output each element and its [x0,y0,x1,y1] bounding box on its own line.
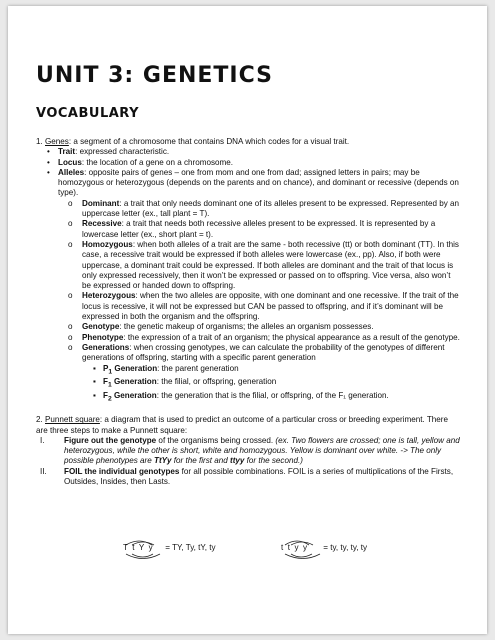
sub-generations [82,343,460,405]
punnett-steps [36,436,460,487]
sub-heterozygous [82,291,460,322]
definition-locus: : the location of a gene on a chromosome. [81,157,234,167]
foil-diagram [123,539,443,565]
term-homozygous: Homozygous [82,239,133,249]
definition-alleles: : opposite pairs of genes – one from mom and one from dad; assigned letters in pairs; may be homozygous or heterozygous (depends on the parents and on chance), and dominant or recessive (depends on type). [58,167,459,198]
page-title: UNIT 3: GENETICS [36,63,274,88]
step-2-title: FOIL the individual genotypes [64,466,180,476]
step-numeral: I. [40,435,45,445]
definition-genes: : a segment of a chromosome that contains DNA which codes for a visual trait. [68,137,350,146]
sub-phenotype [82,333,460,343]
definition-punnett-square: : a diagram that is used to predict an outcome of a particular cross or breeding experiment. There are three steps to make a Punnett square: [36,415,448,435]
term-phenotype: Phenotype [82,332,124,342]
step-1-text: of the organisms being crossed. [156,435,276,445]
term-generations: Generations [82,342,130,352]
definition-trait: : expressed characteristic. [75,147,170,157]
generations-list [82,364,460,406]
genes-bullets [36,147,460,405]
definition-heterozygous: : when the two alleles are opposite, with one dominant and one recessive. If the trait of the locus is recessive, it will not be expressed but CAN be passed to offspring, and if it’s dominant will be expressed in both the organism and the offspring. [82,291,459,322]
sub-genotype [82,322,460,332]
gen-f2 [103,391,460,405]
term-dominant: Dominant [82,198,120,208]
gen-f1 [103,377,460,391]
bullet-locus [58,158,460,168]
term-heterozygous: Heterozygous [82,291,136,301]
step-1 [40,435,460,467]
sub-dominant [82,199,460,220]
item-genes [36,137,460,147]
alleles-subitems [58,199,460,405]
foil-left-alleles: T t Y y [123,543,153,552]
definition-homozygous: : when both alleles of a trait are the same - both recessive (tt) or both dominant (TT). In this case, a recessive trait would be expressed if both alleles were lowercase (ex., pp). Also, if both were uppercase, a dominant trait could be expressed. If both alleles are dominant and the trait of that locus is only expressed recessively, then it won’t be expressed or passed on to offspring. Vice versa, also won’t be expressed or handed down to offspring. [82,239,459,291]
gen-p1 [103,364,460,378]
definition-recessive: : a trait that needs both recessive alleles present to be expressed. It is represented by a lowercase letter (ex., short plant = t). [82,219,436,239]
foil-right-alleles: t t y y [281,543,308,552]
foil-right-result: = ty, ty, ty, ty [321,543,368,552]
term-alleles: Alleles [58,167,85,177]
document-page [8,6,487,634]
definition-f2: : the generation that is the filial, or offspring, of the F₁ generation. [156,391,389,401]
bullet-trait [58,147,460,157]
section-heading: VOCABULARY [36,106,140,121]
item-punnett-square [36,415,460,436]
step-2-text: for all possible combinations. FOIL is a series of multiplications of the Firsts, Outsides, Insides, then Lasts. [64,466,454,487]
definition-phenotype: : the expression of a trait of an organism; the physical appearance as a result of the genotype. [123,332,460,342]
foil-left-result: = TY, Ty, tY, ty [163,543,216,552]
term-genotype: Genotype [82,322,120,332]
definition-genotype: : the genetic makeup of organisms; the alleles an organism possesses. [119,322,374,332]
step-numeral: II. [40,466,47,476]
sub-recessive [82,219,460,240]
term-f1-generation: $F_1$ Generation [103,377,157,390]
definition-dominant: : a trait that only needs dominant one of its alleles present to be expressed. Represented by an uppercase letter (ex., tall plant = T). [82,198,460,219]
item-number: 1. [36,137,45,146]
step-1-example: (ex. Two flowers are crossed; one is tall, yellow and heterozygous, while the other is short, white and homozygous. Yellow is dominant over white. -> The only possible phenotypes are TtYy for the first and ttyy for the second.) [64,435,460,466]
item-number: 2. [36,415,45,425]
definition-p1: : the parent generation [157,363,239,373]
sub-homozygous [82,240,460,291]
step-2 [40,466,460,488]
vocabulary-content [36,137,460,487]
bullet-alleles [58,168,460,405]
term-locus: Locus [58,157,82,167]
definition-f1: : the filial, or offspring, generation [156,377,277,387]
term-p1-generation: $P_1$ Generation [103,363,158,376]
term-trait: Trait [58,147,76,157]
step-1-title: Figure out the genotype [64,435,157,445]
term-f2-generation: $F_2$ Generation [103,391,157,403]
term-recessive: Recessive [82,219,122,229]
definition-generations: : when crossing genotypes, we can calculate the probability of the genotypes of different generations of offspring, starting with a specific parent generation [82,342,445,363]
term-punnett-square: Punnett square [45,415,100,425]
term-genes: Genes [45,137,69,146]
